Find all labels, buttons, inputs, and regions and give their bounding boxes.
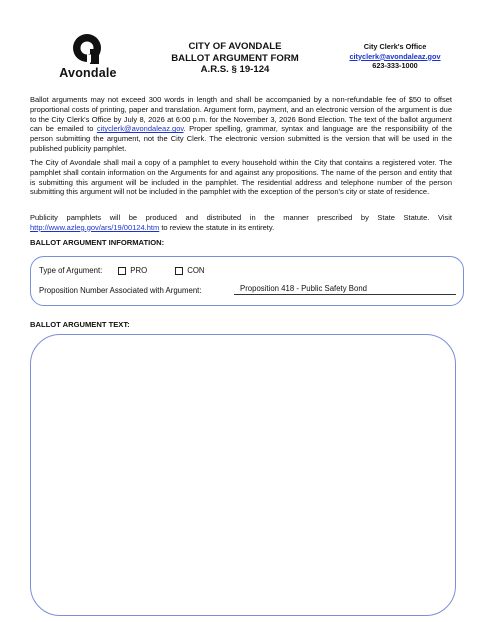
p1-text-a: Ballot arguments may not exceed 300 words in length and shall be accompanied by a non-refundable fee of $50 to offset proportional costs of printing, paper and translation. Argument form, payment, and an electronic version of the argument is due to the City Clerk's Office by July 8, 2026 at 6:00 p.m. for the November 3, 2026 Bond Election. The text of the ballot argument can be emailed to <box>30 95 452 134</box>
con-option[interactable] <box>175 266 204 275</box>
clerk-office-contact <box>340 42 450 71</box>
form-title <box>160 41 310 76</box>
p3-text-a: Publicity pamphlets will be produced and distributed in the manner prescribed by State Statute. Visit <box>30 213 452 222</box>
argument-text-heading: BALLOT ARGUMENT TEXT: <box>30 320 130 329</box>
title-statute: A.R.S. § 19-124 <box>200 64 270 75</box>
proposition-number-field[interactable]: Proposition 418 - Public Safety Bond <box>234 283 456 295</box>
avondale-logo <box>56 32 120 82</box>
instructions-paragraph <box>30 95 452 154</box>
pro-option[interactable] <box>118 266 147 275</box>
argument-type-row <box>39 266 205 275</box>
pro-label: PRO <box>130 266 148 275</box>
statute-link[interactable]: http://www.azleg.gov/ars/19/00124.htm <box>30 222 160 232</box>
logo-text: Avondale <box>59 66 117 80</box>
office-phone: 623-333-1000 <box>372 61 418 71</box>
argument-text-area[interactable] <box>30 334 456 616</box>
pro-checkbox[interactable] <box>118 267 126 275</box>
con-label: CON <box>187 266 205 275</box>
argument-info-box <box>30 256 464 306</box>
office-email-link[interactable]: cityclerk@avondaleaz.gov <box>349 51 441 61</box>
p1-text-b: . Proper spelling, grammar, syntax and language are the responsibility of the person submitting the argument, not the City Clerk. The electronic version submitted is the version that will be used in the published publicity pamphlet. <box>30 124 453 153</box>
info-heading: BALLOT ARGUMENT INFORMATION: <box>30 238 165 247</box>
statute-paragraph <box>30 213 452 233</box>
proposition-label: Proposition Number Associated with Argument: <box>39 286 202 295</box>
email-link[interactable]: cityclerk@avondaleaz.gov <box>96 124 184 134</box>
title-city: CITY OF AVONDALE <box>188 41 282 52</box>
argument-type-label: Type of Argument: <box>39 266 103 275</box>
p3-text-b: to review the statute in its entirety. <box>159 222 275 232</box>
proposition-row <box>39 286 202 295</box>
office-title: City Clerk's Office <box>363 42 427 51</box>
avondale-logo-icon <box>70 32 106 66</box>
title-form: BALLOT ARGUMENT FORM <box>171 52 299 64</box>
con-checkbox[interactable] <box>175 267 183 275</box>
pamphlet-paragraph: The City of Avondale shall mail a copy of a pamphlet to every household within the City that contains a registered voter. The pamphlet shall contain information on the Arguments for and against any propositions. The name of the person and entity that is submitting this argument will be included in the pamphlet. The residential address and telephone number of the person submitting this argument will not be included in the pamphlet with the exception of the person's city or state of residence. <box>30 158 452 197</box>
